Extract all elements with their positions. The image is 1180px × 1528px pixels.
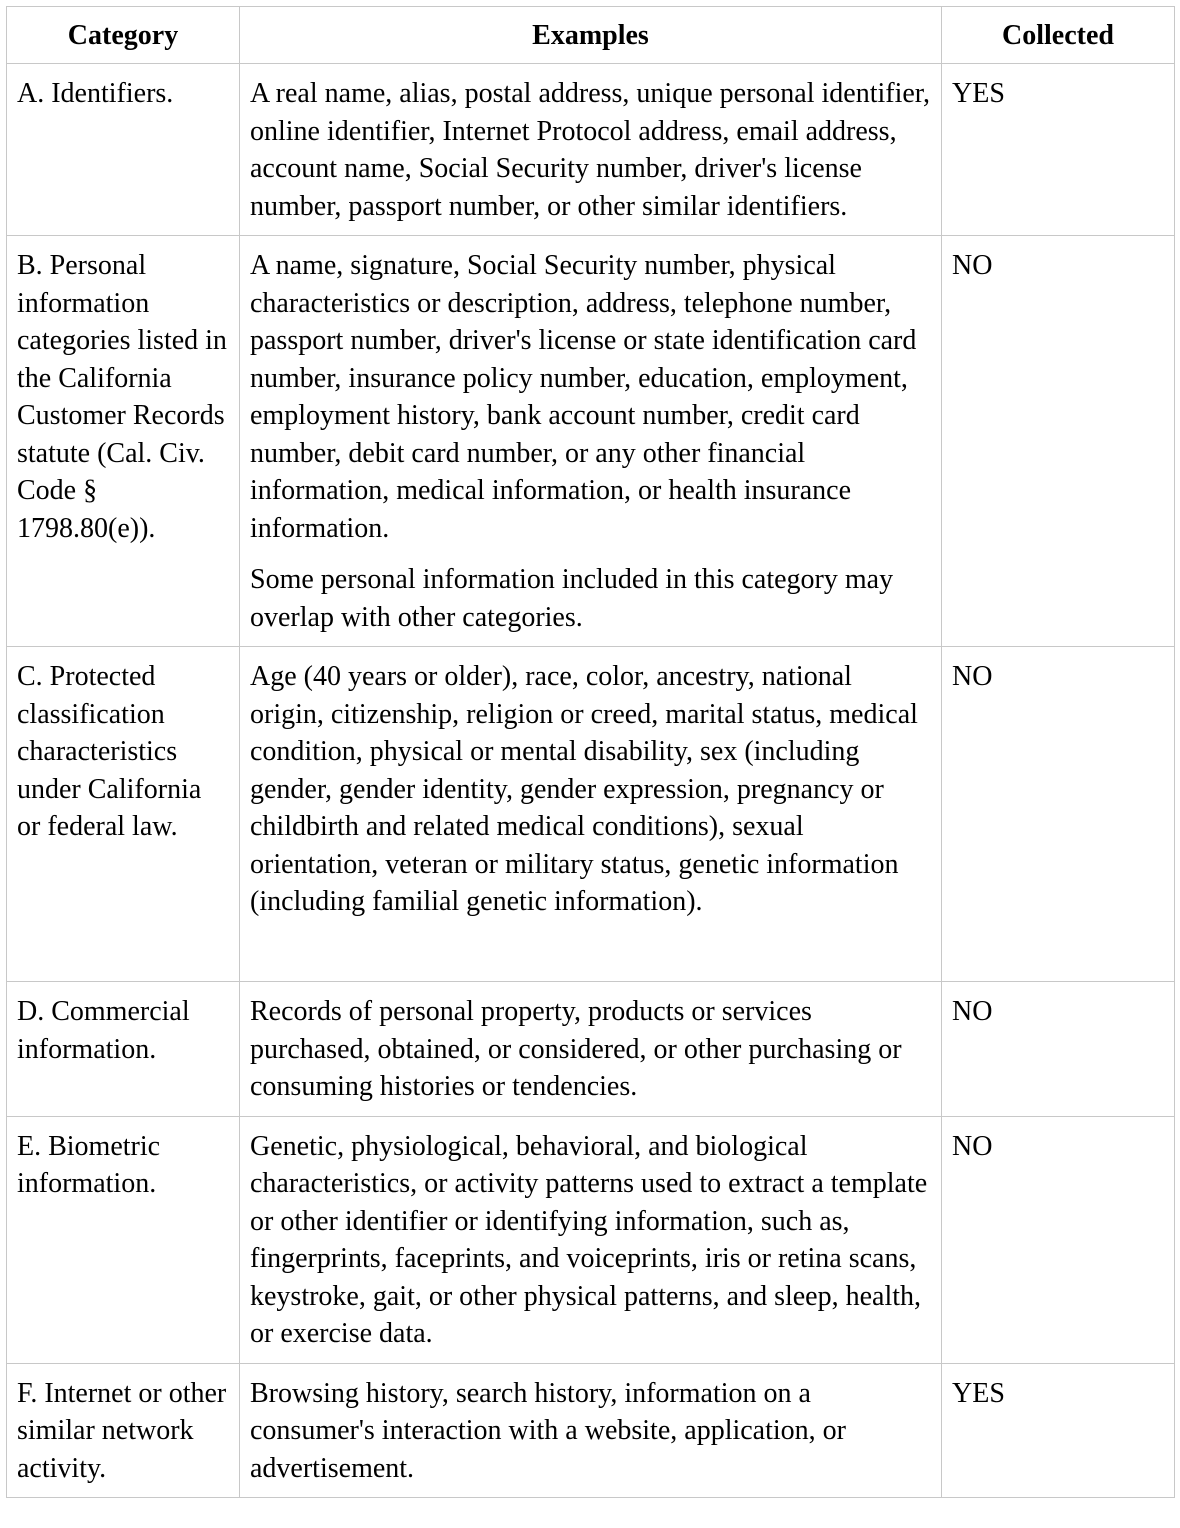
examples-text: A real name, alias, postal address, unique personal identifier, online identifier, Internet Protocol address, email address, account name, Social Security number, driver's license number, passport number, or other similar identifiers. bbox=[250, 78, 930, 222]
category-cell: E. Biometric information. bbox=[7, 1116, 240, 1363]
examples-text: A name, signature, Social Security number, physical characteristics or description, address, telephone number, passport number, driver's license or state identification card number, insurance policy number, education, employment, employment history, bank account number, credit card number, debit card number, or any other financial information, medical information, or health insurance information. bbox=[250, 250, 917, 544]
collected-cell: NO bbox=[942, 236, 1175, 647]
examples-text: Age (40 years or older), race, color, ancestry, national origin, citizenship, religion or creed, marital status, medical condition, physical or mental disability, sex (including gender, gender identity, gender expression, pregnancy or childbirth and related medical conditions), sexual orientation, veteran or military status, genetic information (including familial genetic information). bbox=[250, 661, 918, 917]
data-categories-table bbox=[6, 6, 1175, 1498]
examples-text: Browsing history, search history, information on a consumer's interaction with a website, application, or advertisement. bbox=[250, 1377, 846, 1484]
category-column-header: Category bbox=[7, 7, 240, 64]
collected-cell: YES bbox=[942, 64, 1175, 236]
collected-cell: NO bbox=[942, 647, 1175, 982]
collected-column-header: Collected bbox=[942, 7, 1175, 64]
examples-cell bbox=[240, 64, 942, 236]
data-categories-table-container bbox=[6, 6, 1174, 1498]
examples-column-header: Examples bbox=[240, 7, 942, 64]
examples-cell bbox=[240, 1116, 942, 1363]
table-header-row bbox=[7, 7, 1175, 64]
examples-cell bbox=[240, 1363, 942, 1498]
examples-cell bbox=[240, 236, 942, 647]
category-cell: F. Internet or other similar network activity. bbox=[7, 1363, 240, 1498]
collected-cell: YES bbox=[942, 1363, 1175, 1498]
table-row bbox=[7, 1116, 1175, 1363]
table-row bbox=[7, 982, 1175, 1117]
table-row bbox=[7, 1363, 1175, 1498]
collected-cell: NO bbox=[942, 1116, 1175, 1363]
category-cell: D. Commercial information. bbox=[7, 982, 240, 1117]
table-row bbox=[7, 236, 1175, 647]
collected-cell: NO bbox=[942, 982, 1175, 1117]
examples-text: Genetic, physiological, behavioral, and biological characteristics, or activity patterns used to extract a template or other identifier or identifying information, such as, fingerprints, faceprints, and voiceprints, iris or retina scans, keystroke, gait, or other physical patterns, and sleep, health, or exercise data. bbox=[250, 1130, 928, 1349]
category-cell: B. Personal information categories listed in the California Customer Records statute (Cal. Civ. Code § 1798.80(e)). bbox=[7, 236, 240, 647]
examples-cell bbox=[240, 647, 942, 982]
examples-text: Records of personal property, products or services purchased, obtained, or considered, or other purchasing or consuming histories or tendencies. bbox=[250, 996, 902, 1102]
table-row bbox=[7, 64, 1175, 236]
table-row bbox=[7, 647, 1175, 982]
examples-note: Some personal information included in this category may overlap with other categories. bbox=[250, 564, 894, 633]
category-cell: C. Protected classification characteristics under California or federal law. bbox=[7, 647, 240, 982]
category-cell: A. Identifiers. bbox=[7, 64, 240, 236]
examples-cell bbox=[240, 982, 942, 1117]
